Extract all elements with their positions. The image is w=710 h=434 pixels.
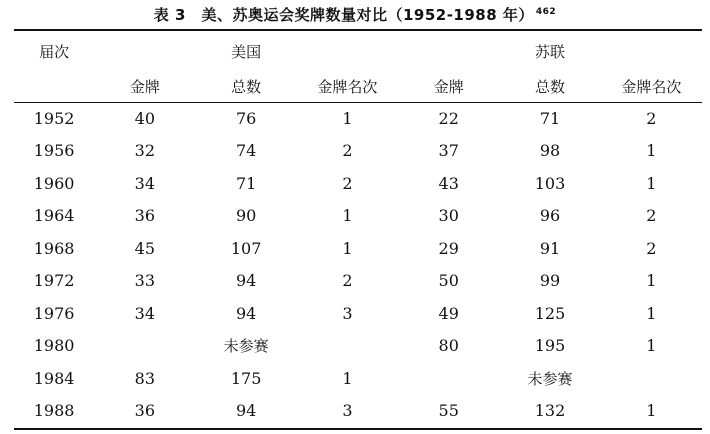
cell-year: 1956 (33, 141, 75, 161)
cell-ussr-total: 96 (539, 206, 561, 226)
cell-ussr-gold: 80 (438, 336, 459, 356)
table-row (14, 167, 702, 200)
cell-usa-rank: 1 (342, 206, 353, 226)
caption-text: 表 3 美、苏奥运会奖牌数量对比（1952-1988 年） (153, 6, 534, 24)
cell-usa-rank: 1 (342, 238, 353, 258)
cell-ussr-rank: 1 (646, 173, 657, 193)
cell-ussr-rank: 2 (646, 108, 657, 128)
cell-ussr-rank: 1 (646, 336, 657, 356)
header-usa-gold-rank: 金牌名次 (317, 78, 378, 96)
cell-ussr-total: 132 (534, 401, 566, 421)
cell-year: 1972 (33, 271, 75, 291)
cell-usa-absent: 未参赛 (223, 337, 269, 356)
cell-usa-rank: 1 (342, 108, 353, 128)
cell-ussr-total: 91 (539, 238, 561, 258)
header-usa-total: 总数 (231, 78, 262, 96)
header-usa: 美国 (231, 42, 262, 61)
cell-usa-rank: 2 (342, 141, 353, 161)
table-row (14, 265, 702, 298)
header-ussr-gold-rank: 金牌名次 (621, 78, 682, 96)
table-row (14, 232, 702, 265)
cell-usa-gold: 45 (134, 238, 156, 258)
cell-year: 1984 (33, 368, 75, 388)
table-row (14, 200, 702, 233)
cell-usa-gold: 33 (134, 271, 156, 291)
cell-usa-gold: 83 (134, 368, 156, 388)
cell-ussr-total: 99 (539, 271, 561, 291)
table-row (14, 102, 702, 135)
cell-year: 1976 (33, 303, 75, 323)
cell-ussr-total: 195 (534, 336, 566, 356)
cell-usa-gold: 36 (134, 401, 156, 421)
cell-year: 1960 (33, 173, 75, 193)
header-ussr: 苏联 (535, 42, 566, 61)
cell-ussr-rank: 2 (646, 206, 657, 226)
cell-ussr-total: 71 (539, 108, 561, 128)
cell-ussr-gold: 43 (438, 173, 459, 193)
cell-usa-total: 107 (230, 238, 262, 258)
cell-ussr-gold: 22 (438, 108, 459, 128)
table-row (14, 362, 702, 395)
cell-usa-total: 175 (230, 368, 262, 388)
header-ussr-gold: 金牌 (433, 78, 464, 96)
header-blank (14, 71, 94, 102)
table-row (14, 330, 702, 363)
cell-ussr-rank: 2 (646, 238, 657, 258)
cell-ussr-gold: 29 (438, 238, 459, 258)
cell-ussr-absent: 未参赛 (527, 369, 573, 388)
cell-ussr-total: 98 (539, 141, 561, 161)
cell-usa-total: 94 (235, 271, 257, 291)
cell-ussr-gold: 49 (438, 303, 459, 323)
cell-usa-rank: 3 (342, 401, 353, 421)
cell-usa-rank: 1 (342, 368, 353, 388)
cell-ussr-rank: 1 (646, 141, 657, 161)
cell-year: 1968 (33, 238, 75, 258)
cell-usa-total: 71 (235, 173, 257, 193)
header-session: 届次 (39, 42, 70, 61)
table-caption (0, 4, 710, 25)
cell-usa-total: 76 (235, 108, 257, 128)
table-row (14, 395, 702, 428)
caption-footnote-ref: 462 (535, 7, 557, 17)
cell-year: 1980 (33, 336, 75, 356)
cell-usa-rank: 2 (342, 271, 353, 291)
header-row-secondary (14, 71, 702, 102)
cell-usa-total: 90 (235, 206, 257, 226)
cell-ussr-rank: 1 (646, 303, 657, 323)
cell-ussr-gold: 50 (438, 271, 459, 291)
table-row (14, 135, 702, 168)
header-row-primary (14, 31, 702, 71)
cell-usa-gold: 36 (134, 206, 156, 226)
cell-year: 1952 (33, 108, 75, 128)
cell-ussr-gold: 55 (438, 401, 459, 421)
cell-usa-total: 74 (235, 141, 257, 161)
table-row (14, 297, 702, 330)
cell-usa-gold: 32 (134, 141, 156, 161)
cell-ussr-gold: 37 (438, 141, 459, 161)
cell-usa-rank: 2 (342, 173, 353, 193)
cell-ussr-rank: 1 (646, 401, 657, 421)
cell-year: 1988 (33, 401, 75, 421)
cell-usa-gold: 40 (134, 108, 156, 128)
cell-usa-gold: 34 (134, 303, 156, 323)
cell-usa-gold: 34 (134, 173, 156, 193)
cell-ussr-gold: 30 (438, 206, 459, 226)
medal-table (14, 31, 702, 427)
header-ussr-total: 总数 (534, 78, 565, 96)
cell-usa-total: 94 (235, 303, 257, 323)
cell-ussr-rank: 1 (646, 271, 657, 291)
header-usa-gold: 金牌 (129, 78, 160, 96)
cell-year: 1964 (33, 206, 75, 226)
bottom-rule (14, 428, 702, 430)
cell-usa-total: 94 (235, 401, 257, 421)
cell-ussr-total: 103 (534, 173, 566, 193)
cell-ussr-total: 125 (534, 303, 566, 323)
cell-usa-rank: 3 (342, 303, 353, 323)
